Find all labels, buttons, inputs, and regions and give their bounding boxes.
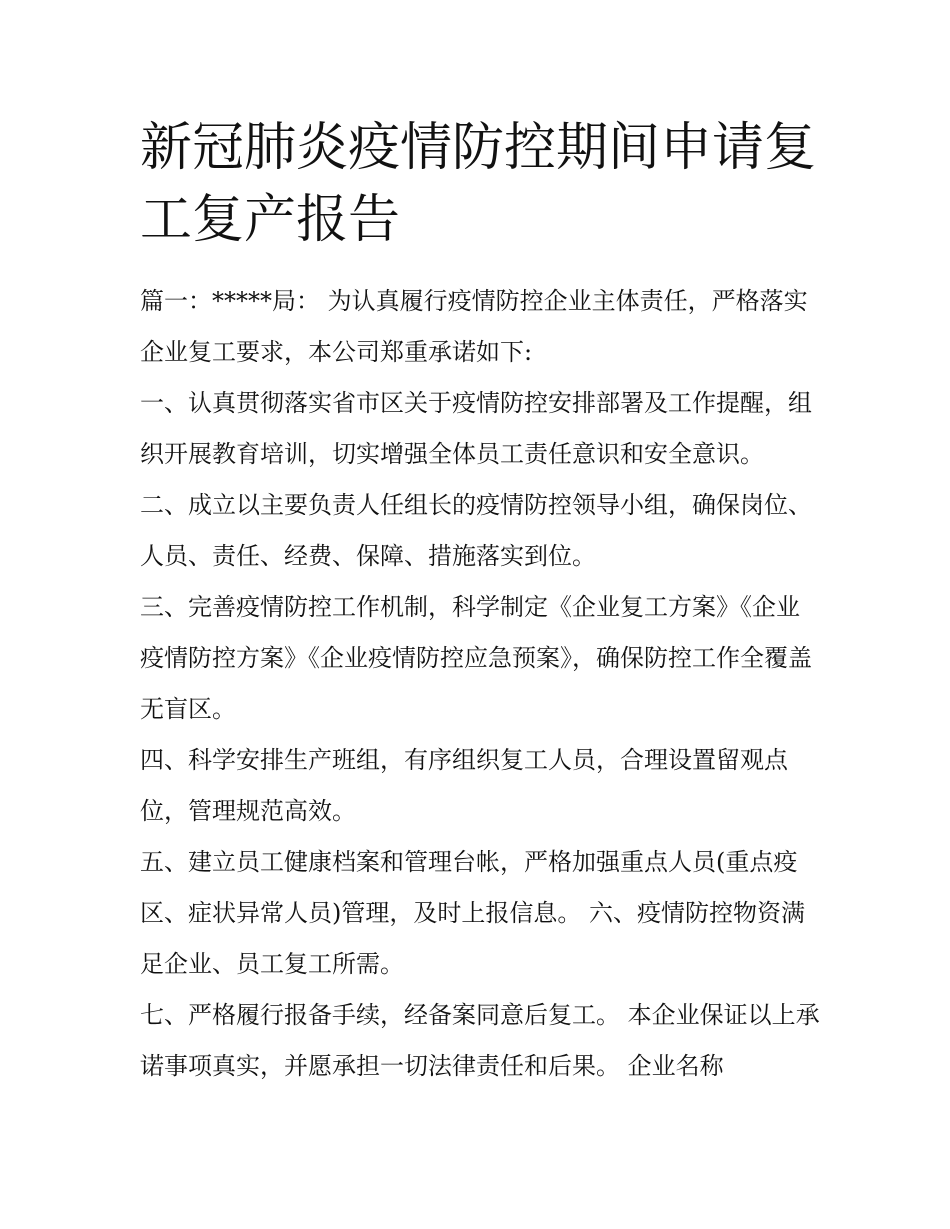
document-body [140,276,820,1092]
paragraph-item-5-6: 五、建立员工健康档案和管理台帐，严格加强重点人员(重点疫区、症状异常人员)管理，及时上报信息。 六、疫情防控物资满足企业、员工复工所需。 [140,848,805,978]
paragraph-item-2: 二、成立以主要负责人任组长的疫情防控领导小组，确保岗位、人员、责任、经费、保障、措施落实到位。 [140,491,812,570]
paragraph-item-4: 四、科学安排生产班组，有序组织复工人员，合理设置留观点位，管理规范高效。 [140,746,788,825]
paragraph-item-1: 一、认真贯彻落实省市区关于疫情防控安排部署及工作提醒，组织开展教育培训，切实增强全体员工责任意识和安全意识。 [140,389,812,468]
document-title: 新冠肺炎疫情防控期间申请复工复产报告 [140,118,817,250]
paragraph-intro: 篇一：*****局： 为认真履行疫情防控企业主体责任，严格落实企业复工要求，本公司郑重承诺如下: [140,287,808,366]
paragraph-item-3: 三、完善疫情防控工作机制，科学制定《企业复工方案》《企业疫情防控方案》《企业疫情防控应急预案》，确保防控工作全覆盖无盲区。 [140,593,812,723]
paragraph-item-7: 七、严格履行报备手续，经备案同意后复工。 本企业保证以上承诺事项真实，并愿承担一切法律责任和后果。 企业名称 [140,1001,820,1080]
